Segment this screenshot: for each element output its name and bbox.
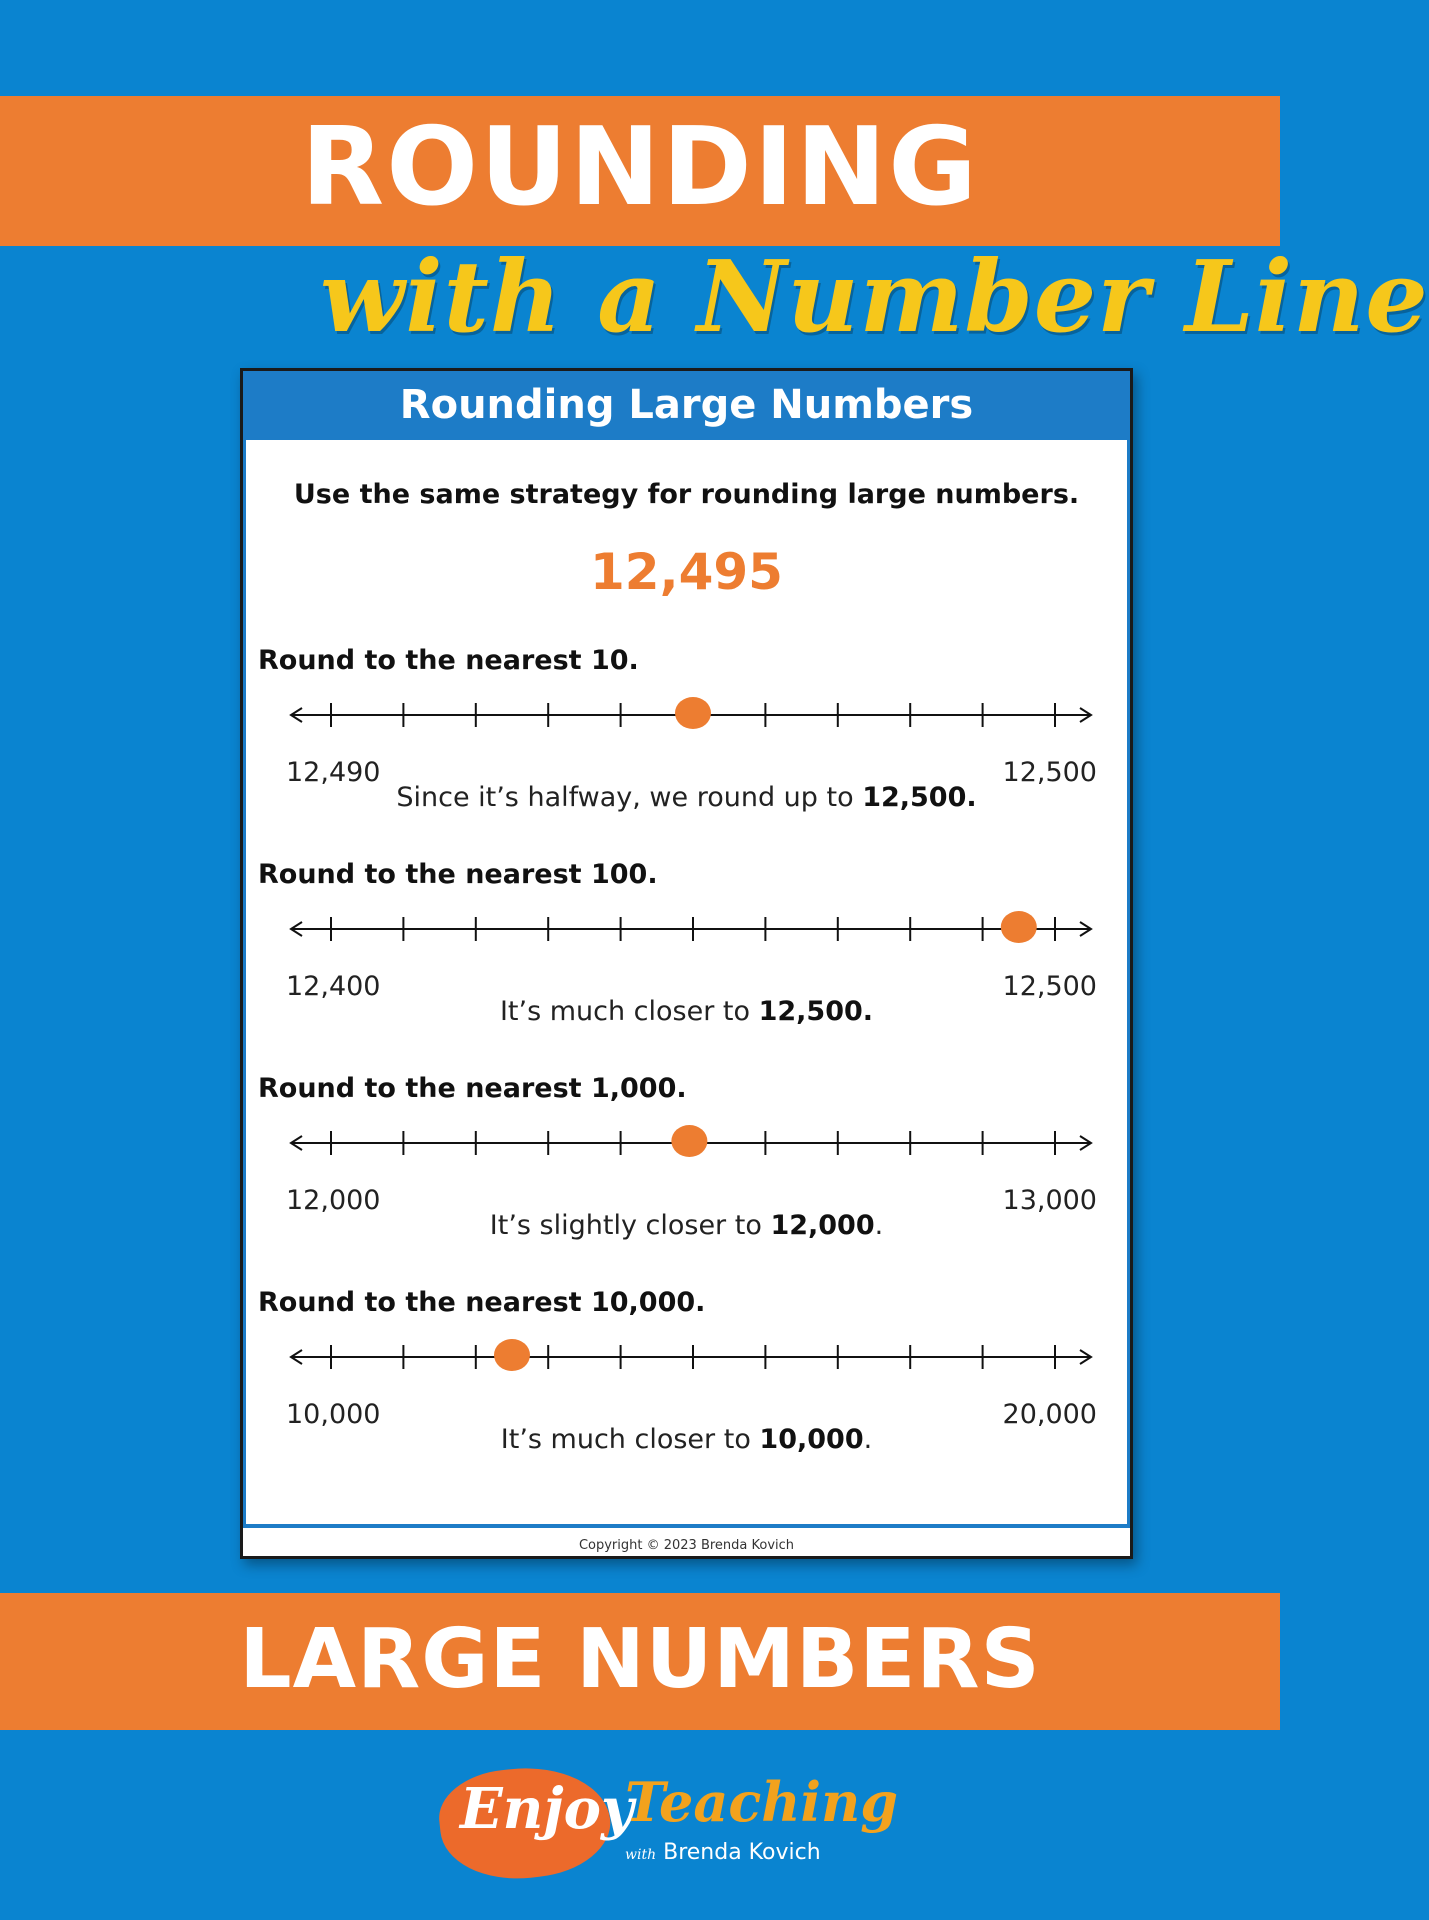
section-nearest-1000	[246, 1073, 1127, 1273]
section-nearest-10000	[246, 1287, 1127, 1487]
bottom-title: LARGE NUMBERS	[239, 1612, 1041, 1707]
value-point	[671, 1125, 707, 1157]
number-line	[246, 685, 1126, 755]
explanation-answer: 12,500.	[862, 782, 977, 813]
section-label: Round to the nearest 10,000.	[258, 1287, 706, 1318]
script-subtitle: with a Number Line	[320, 240, 1429, 355]
explanation	[246, 782, 1127, 813]
logo-with: with	[625, 1847, 657, 1863]
explanation-text: It’s slightly closer to	[489, 1210, 771, 1241]
explanation-answer: 12,500.	[758, 996, 874, 1027]
explanation	[246, 996, 1127, 1027]
logo-word-teaching: Teaching	[625, 1770, 899, 1834]
explanation-answer: 12,000	[770, 1210, 875, 1241]
start-label: 12,000	[286, 1185, 381, 1216]
section-label: Round to the nearest 100.	[258, 859, 658, 890]
end-label: 12,500	[1002, 971, 1097, 1002]
intro-text: Use the same strategy for rounding large numbers.	[293, 479, 1080, 510]
explanation-text: Since it’s halfway, we round up to	[396, 782, 863, 813]
number-line	[246, 1113, 1126, 1183]
copyright-text: Copyright © 2023 Brenda Kovich	[578, 1538, 795, 1553]
section-nearest-100	[246, 859, 1127, 1059]
section-label: Round to the nearest 10.	[258, 645, 639, 676]
number-line	[246, 899, 1126, 969]
value-point	[1001, 911, 1037, 943]
start-label: 10,000	[286, 1399, 381, 1430]
logo-word-enjoy: Enjoy	[460, 1776, 634, 1842]
worksheet-card	[240, 368, 1133, 1559]
explanation-suffix: .	[863, 1424, 873, 1455]
number-line	[246, 1327, 1126, 1397]
card-frame	[243, 371, 1130, 1528]
end-label: 12,500	[1002, 757, 1097, 788]
explanation-text: It’s much closer to	[500, 1424, 760, 1455]
end-label: 20,000	[1002, 1399, 1097, 1430]
main-title: ROUNDING	[301, 105, 979, 230]
section-nearest-10	[246, 645, 1127, 845]
logo-author	[625, 1840, 821, 1865]
logo-author-name: Brenda Kovich	[663, 1840, 821, 1865]
card-title: Rounding Large Numbers	[246, 371, 1127, 440]
value-point	[675, 697, 711, 729]
section-label: Round to the nearest 1,000.	[258, 1073, 687, 1104]
start-label: 12,400	[286, 971, 381, 1002]
explanation-text: It’s much closer to	[499, 996, 759, 1027]
explanation-suffix: .	[874, 1210, 884, 1241]
explanation	[246, 1424, 1127, 1455]
end-label: 13,000	[1002, 1185, 1097, 1216]
enjoy-teaching-logo	[420, 1760, 899, 1880]
target-number: 12,495	[590, 543, 783, 601]
explanation	[246, 1210, 1127, 1241]
explanation-answer: 10,000	[759, 1424, 864, 1455]
start-label: 12,490	[286, 757, 381, 788]
value-point	[494, 1339, 530, 1371]
